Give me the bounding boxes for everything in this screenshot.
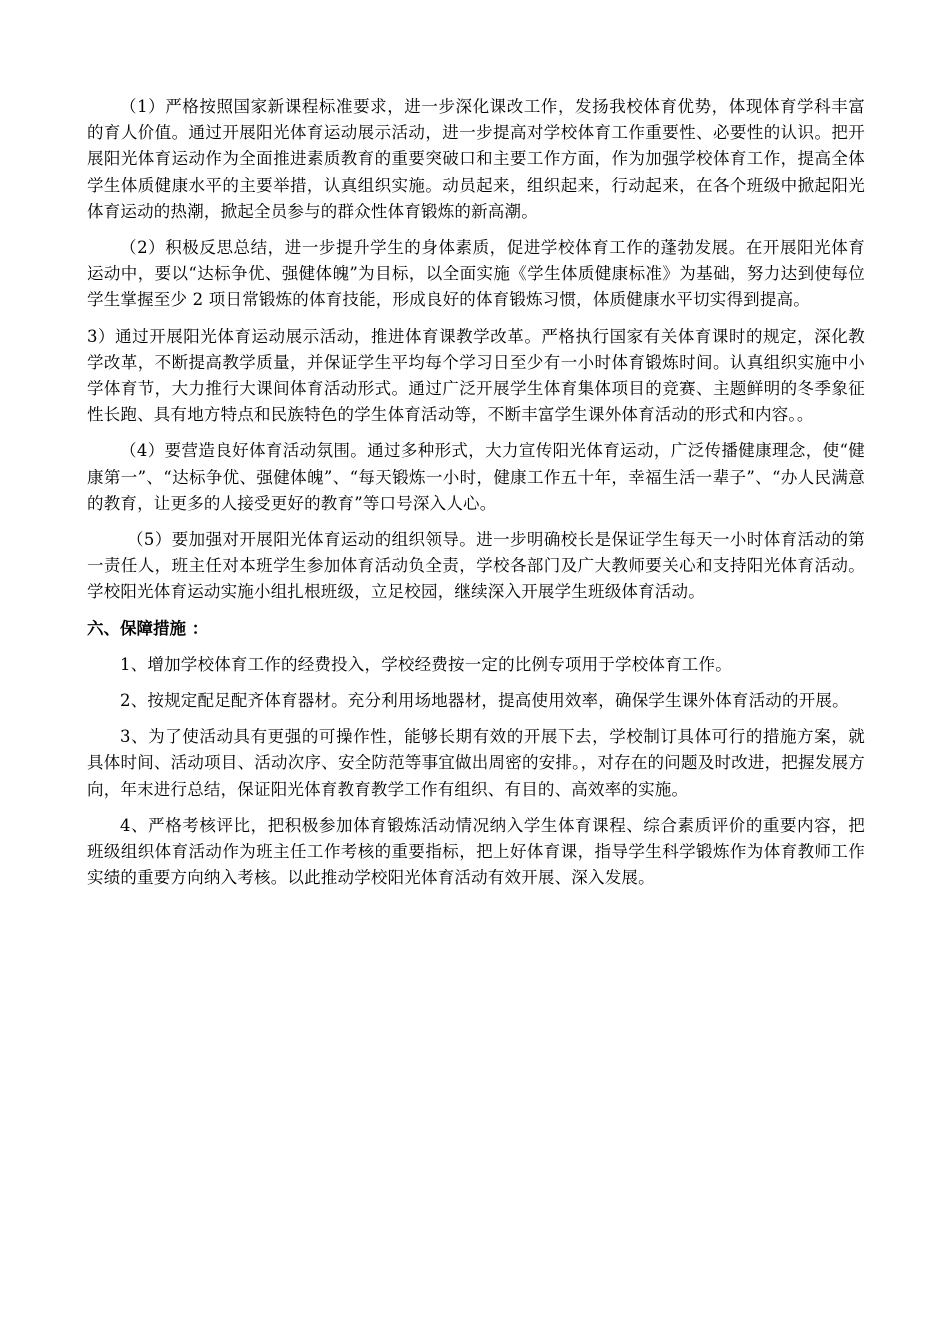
paragraph-item-3: 3）通过开展阳光体育运动展示活动，推进体育课教学改革。严格执行国家有关体育课时的规定，深化教学改革，不断提高教学质量，并保证学生平均每个学习日至少有一小时体育锻炼时间。认真组织实施中小学体育节，大力推行大课间体育活动形式。通过广泛开展学生体育集体项目的竞赛、主题鲜明的冬季象征性长跑、具有地方特点和民族特色的学生体育活动等，不断丰富学生课外体育活动的形式和内容。。	[87, 326, 865, 425]
paragraph-item-2: （2）积极反思总结，进一步提升学生的身体素质，促进学校体育工作的蓬勃发展。在开展阳光体育运动中，要以“达标争优、强健体魄”为目标，以全面实施《学生体质健康标准》为基础，努力达到使每位学生掌握至少 2 项日常锻炼的体育技能，形成良好的体育锻炼习惯，体质健康水平切实得到提高。	[87, 238, 865, 310]
paragraph-item-1: （1）严格按照国家新课程标准要求，进一步深化课改工作，发扬我校体育优势，体现体育学科丰富的育人价值。通过开展阳光体育运动展示活动，进一步提高对学校体育工作重要性、必要性的认识。把开展阳光体育运动作为全面推进素质教育的重要突破口和主要工作方面，作为加强学校体育工作，提高全体学生体质健康水平的主要举措，认真组织实施。动员起来，组织起来，行动起来，在各个班级中掀起阳光体育运动的热潮，掀起全员参与的群众性体育锻炼的新高潮。	[87, 97, 865, 221]
paragraph-item-5: （5）要加强对开展阳光体育运动的组织领导。进一步明确校长是保证学生每天一小时体育活动的第一责任人，班主任对本班学生参加体育活动负全责，学校各部门及广大教师要关心和支持阳光体育活动。学校阳光体育运动实施小组扎根班级，立足校园，继续深入开展学生班级体育活动。	[87, 530, 865, 602]
document-body	[87, 94, 865, 901]
measure-item-4: 4、严格考核评比，把积极参加体育锻炼活动情况纳入学生体育课程、综合素质评价的重要内容，把班级组织体育活动作为班主任工作考核的重要指标，把上好体育课，指导学生科学锻炼作为体育教师工作实绩的重要方向纳入考核。以此推动学校阳光体育活动有效开展、深入发展。	[87, 815, 865, 888]
paragraph-item-4: （4）要营造良好体育活动氛围。通过多种形式，大力宣传阳光体育运动，广泛传播健康理念，使“健康第一”、“达标争优、强健体魄”、“每天锻炼一小时，健康工作五十年，幸福生活一辈子”、“办人民满意的教育，让更多的人接受更好的教育”等口号深入人心。	[87, 441, 865, 513]
section-heading-6: 六、保障措施 ：	[87, 618, 209, 638]
measure-item-3: 3、为了使活动具有更强的可操作性，能够长期有效的开展下去，学校制订具体可行的措施方案，就具体时间、活动项目、活动次序、安全防范等事宜做出周密的安排。，对存在的问题及时改进，把握发展方向，年末进行总结，保证阳光体育教育教学工作有组织、有目的、高效率的实施。	[87, 727, 865, 799]
measure-item-2: 2、按规定配足配齐体育器材。充分利用场地器材，提高使用效率，确保学生课外体育活动的开展。	[120, 691, 849, 711]
measure-item-1: 1、增加学校体育工作的经费投入，学校经费按一定的比例专项用于学校体育工作。	[120, 654, 732, 674]
